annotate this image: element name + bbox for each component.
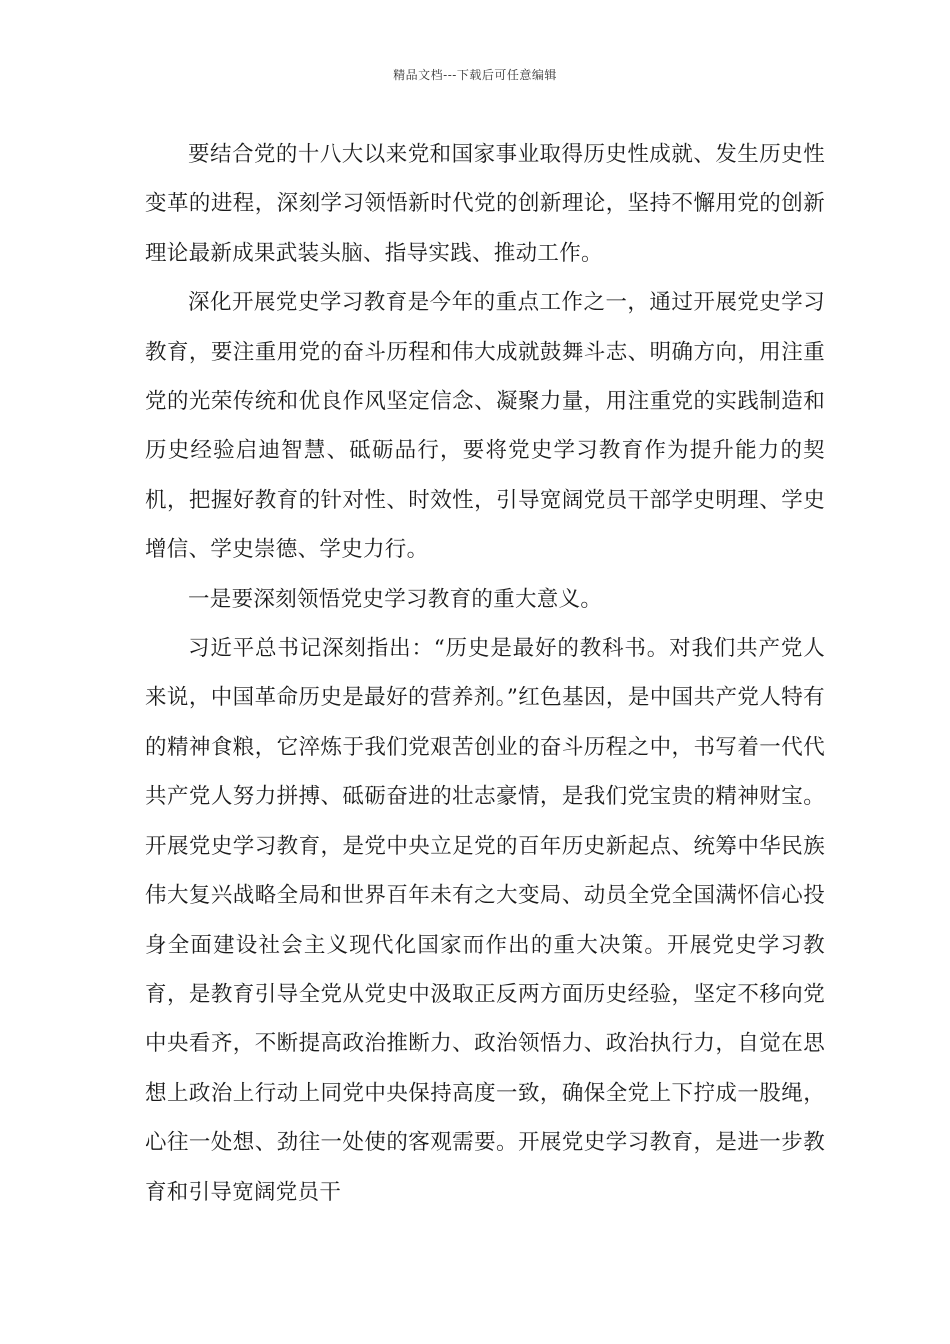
paragraph-4: 习近平总书记深刻指出：“历史是最好的教科书。对我们共产党人来说，中国革命历史是最好的营养剂。”红色基因，是中国共产党人特有的精神食粮，它淬炼于我们党艰苦创业的奋斗历程之中，书写着一代代共产党人努力拼搏、砥砺奋进的壮志豪情，是我们党宝贵的精神财宝。开展党史学习教育，是党中央立足党的百年历史新起点、统筹中华民族伟大复兴战略全局和世界百年未有之大变局、动员全党全国满怀信心投身全面建设社会主义现代化国家而作出的重大决策。开展党史学习教育，是教育引导全党从党史中汲取正反两方面历史经验，坚定不移向党中央看齐，不断提高政治推断力、政治领悟力、政治执行力，自觉在思想上政治上行动上同党中央保持高度一致，确保全党上下拧成一股绳，心往一处想、劲往一处使的客观需要。开展党史学习教育，是进一步教育和引导宽阔党员干	[145, 636, 825, 1205]
header-note: 精品文档---下载后可任意编辑	[393, 68, 557, 82]
document-body	[145, 130, 825, 1217]
paragraph-2: 深化开展党史学习教育是今年的重点工作之一，通过开展党史学习教育，要注重用党的奋斗历程和伟大成就鼓舞斗志、明确方向，用注重党的光荣传统和优良作风坚定信念、凝聚力量，用注重党的实践制造和历史经验启迪智慧、砥砺品行，要将党史学习教育作为提升能力的契机，把握好教育的针对性、时效性，引导宽阔党员干部学史明理、学史增信、学史崇德、学史力行。	[145, 290, 825, 563]
paragraph-1: 要结合党的十八大以来党和国家事业取得历史性成就、发生历史性变革的进程，深刻学习领悟新时代党的创新理论，坚持不懈用党的创新理论最新成果武装头脑、指导实践、推动工作。	[145, 142, 825, 266]
paragraph-3: 一是要深刻领悟党史学习教育的重大意义。	[188, 586, 603, 612]
